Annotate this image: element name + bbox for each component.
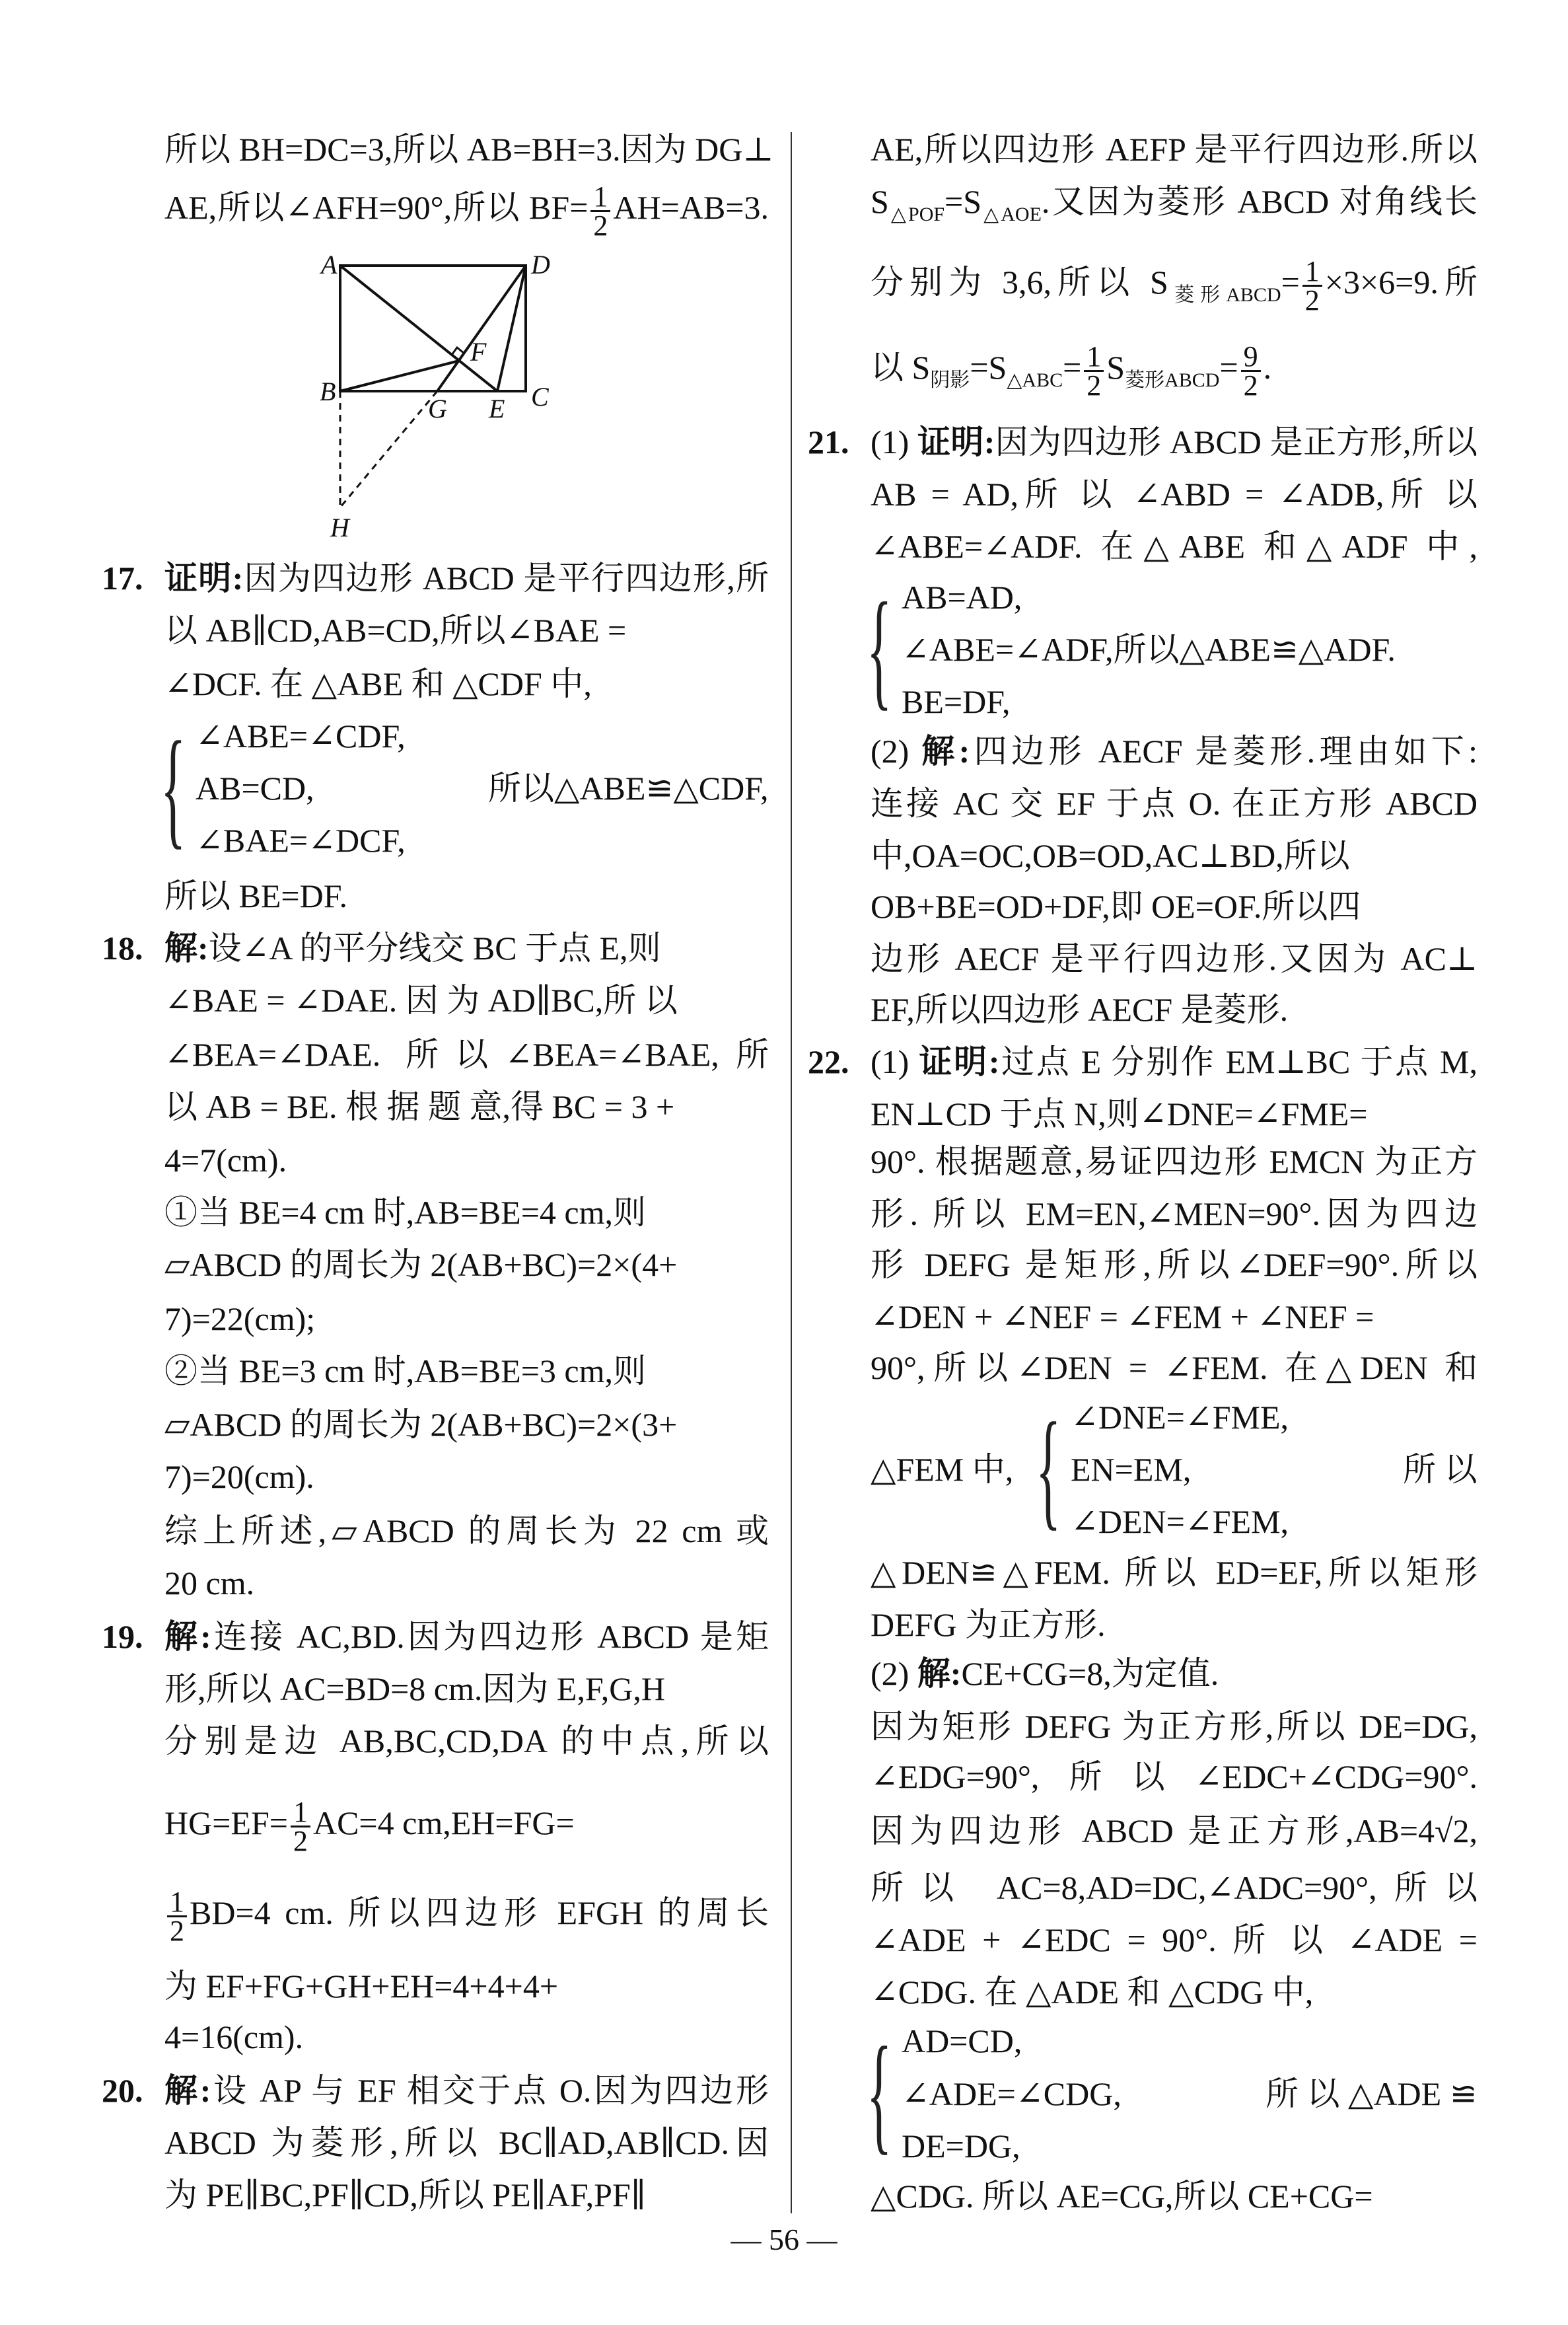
- brace-conclusion: 所 以 △ADE ≌: [1265, 2075, 1478, 2112]
- point-label-e: E: [489, 394, 505, 424]
- numerator: 1: [1302, 258, 1322, 287]
- text-run: 所以 BH=DC=3,所以 AB=BH=3.因为 DG⊥: [164, 131, 774, 168]
- text-run: .: [1263, 348, 1272, 386]
- brace-prefix: △FEM 中,: [871, 1450, 1014, 1488]
- text-run: 因为四边形 ABCD 是平行四边形,所: [243, 559, 769, 597]
- text-run: BE=DF,: [902, 683, 1011, 721]
- text-run: 形. 所以 EM=EN,∠MEN=90°.因为四边: [871, 1195, 1478, 1233]
- text-run: ②当 BE=3 cm 时,AB=BE=3 cm,则: [164, 1352, 647, 1389]
- brace-conclusion: 所 以: [1403, 1450, 1478, 1488]
- text-run: AE,所以四边形 AEFP 是平行四边形.所以: [871, 131, 1478, 168]
- text-run: BD=4 cm. 所以四边形 EFGH 的周长: [190, 1894, 769, 1931]
- bold-label: 解:: [164, 1617, 211, 1655]
- numerator: 9: [1241, 343, 1261, 372]
- text-run: 连接 AC 交 EF 于点 O. 在正方形 ABCD: [871, 784, 1478, 822]
- denominator: 2: [1243, 369, 1258, 402]
- text-run: 设∠A 的平分线交 BC 于点 E,则: [208, 930, 661, 967]
- text-run: =: [1281, 263, 1300, 301]
- text-run: EN=EM,: [1071, 1450, 1192, 1488]
- text-run: ∠EDG=90°,所以∠EDC+∠CDG=90°.: [871, 1758, 1478, 1796]
- numerator: 1: [590, 183, 610, 212]
- left-brace: {: [160, 715, 186, 862]
- subscript: 菱形ABCD: [1168, 283, 1281, 306]
- text-run: DE=DG,: [902, 2127, 1020, 2164]
- point-label-g: G: [428, 394, 447, 424]
- text-run: 所以 AC=8,AD=DC,∠ADC=90°,所以: [871, 1868, 1478, 1906]
- point-label-h: H: [330, 513, 349, 542]
- text-run: 形,所以 AC=BD=8 cm.因为 E,F,G,H: [164, 1670, 665, 1708]
- text-run: (2): [871, 1655, 917, 1693]
- text-run: AC=4 cm,EH=FG=: [312, 1804, 575, 1842]
- bold-label: 解:: [921, 732, 970, 770]
- bold-label: 解:: [917, 1655, 962, 1693]
- numerator: 1: [1084, 343, 1104, 372]
- subscript: △POF: [888, 203, 945, 226]
- bold-label: 证明:: [919, 1043, 1000, 1080]
- text-run: ∠ADE + ∠EDC = 90°. 所 以 ∠ADE =: [871, 1921, 1478, 1958]
- bold-label: 解:: [164, 2072, 211, 2109]
- text-run: 因为四边形 ABCD 是正方形,所以: [995, 423, 1478, 461]
- text-run: ∠BEA=∠DAE. 所以∠BEA=∠BAE,所: [164, 1035, 769, 1073]
- text-run: 设 AP 与 EF 相交于点 O.因为四边形: [211, 2072, 769, 2109]
- text-run: AB=CD,: [196, 770, 314, 807]
- left-brace: {: [867, 576, 892, 723]
- point-label-c: C: [531, 382, 549, 412]
- text-run: ∠DCF. 在 △ABE 和 △CDF 中,: [164, 665, 592, 703]
- left-brace: {: [1036, 1395, 1061, 1542]
- numerator: 1: [291, 1798, 310, 1827]
- text-run: 4=7(cm).: [164, 1142, 287, 1179]
- text-run: =S: [970, 348, 1007, 386]
- numerator: 1: [167, 1888, 187, 1917]
- text-run: S: [1106, 348, 1125, 386]
- problem-number: 19.: [102, 1617, 143, 1655]
- text-run: (1): [871, 1043, 919, 1080]
- bold-label: 证明:: [917, 423, 995, 461]
- text-run: AD=CD,: [902, 2022, 1022, 2060]
- denominator: 2: [1087, 369, 1102, 402]
- text-run: ∠ADE=∠CDG,: [902, 2075, 1122, 2112]
- text-run: 分别为 3,6,所以 S: [871, 263, 1168, 301]
- text-run: △CDG. 所以 AE=CG,所以 CE+CG=: [871, 2178, 1373, 2215]
- text-run: OB+BE=OD+DF,即 OE=OF.所以四: [871, 887, 1361, 925]
- text-run: 形 DEFG 是矩形,所以∠DEF=90°.所以: [871, 1246, 1478, 1284]
- brace-conclusion: 所以△ABE≌△CDF,: [488, 770, 769, 807]
- text-run: 分别是边 AB,BC,CD,DA 的中点,所以: [164, 1722, 769, 1760]
- problem-number: 22.: [808, 1043, 849, 1080]
- text-run: ∠CDG. 在 △ADE 和 △CDG 中,: [871, 1973, 1314, 2011]
- text-run: △DEN≌△FEM. 所以 ED=EF,所以矩形: [871, 1553, 1478, 1591]
- text-run: AB = AD,所 以 ∠ABD = ∠ADB,所 以: [871, 476, 1478, 513]
- point-label-d: D: [531, 250, 550, 279]
- text-run: ▱ABCD 的周长为 2(AB+BC)=2×(4+: [164, 1246, 678, 1284]
- denominator: 2: [170, 1914, 184, 1947]
- text-run: 为 EF+FG+GH+EH=4+4+4+: [164, 1967, 559, 2005]
- text-run: 中,OA=OC,OB=OD,AC⊥BD,所以: [871, 836, 1350, 874]
- point-label-f: F: [470, 337, 487, 367]
- text-run: S: [871, 183, 889, 221]
- text-run: 以 S: [871, 348, 931, 386]
- text-run: 以 AB = BE. 根 据 题 意,得 BC = 3 +: [164, 1088, 675, 1125]
- text-run: .又因为菱形 ABCD 对角线长: [1041, 183, 1478, 221]
- text-run: 所以 BE=DF.: [164, 877, 348, 914]
- subscript: △AOE: [981, 203, 1042, 226]
- text-run: ∠BAE = ∠DAE. 因 为 AD∥BC,所 以: [164, 982, 678, 1019]
- subscript: 阴影: [930, 369, 970, 391]
- text-run: ∠DNE=∠FME,: [1071, 1398, 1289, 1436]
- text-run: 以 AB∥CD,AB=CD,所以∠BAE =: [164, 611, 627, 649]
- text-run: ∠DEN=∠FEM,: [1071, 1502, 1289, 1540]
- text-run: EF,所以四边形 AECF 是菱形.: [871, 990, 1289, 1028]
- text-run: EN⊥CD 于点 N,则∠DNE=∠FME=: [871, 1095, 1368, 1132]
- text-run: (1): [871, 423, 918, 461]
- text-run: 90°. 根据题意,易证四边形 EMCN 为正方: [871, 1143, 1478, 1181]
- text-run: 边形 AECF 是平行四边形.又因为 AC⊥: [871, 940, 1478, 977]
- problem-number: 20.: [102, 2072, 143, 2109]
- subscript: 菱形ABCD: [1125, 369, 1220, 391]
- text-run: CE+CG=8,为定值.: [961, 1655, 1219, 1693]
- page-number: — 56 —: [731, 2223, 837, 2256]
- text-run: 综上所述,▱ABCD 的周长为 22 cm 或: [164, 1512, 769, 1549]
- point-label-a: A: [321, 250, 338, 279]
- text-run: ∠ABE=∠CDF,: [196, 718, 406, 755]
- text-run: ▱ABCD 的周长为 2(AB+BC)=2×(3+: [164, 1406, 678, 1444]
- text-run: 因为矩形 DEFG 为正方形,所以 DE=DG,: [871, 1707, 1478, 1745]
- text-run: ∠BAE=∠DCF,: [196, 822, 406, 860]
- text-run: AE,所以∠AFH=90°,所以 BF=: [164, 188, 588, 226]
- point-label-b: B: [320, 377, 336, 406]
- text-run: 7)=20(cm).: [164, 1458, 314, 1496]
- problem-number: 18.: [102, 930, 143, 967]
- text-run: 7)=22(cm);: [164, 1300, 316, 1337]
- problem-number: 17.: [102, 559, 143, 597]
- text-run: 20 cm.: [164, 1564, 255, 1602]
- text-run: 4=16(cm).: [164, 2018, 304, 2055]
- subscript: △ABC: [1007, 369, 1063, 391]
- denominator: 2: [593, 209, 608, 242]
- text-run: =S: [944, 183, 982, 221]
- text-run: 连接 AC,BD.因为四边形 ABCD 是矩: [211, 1617, 769, 1655]
- text-run: HG=EF=: [164, 1804, 288, 1842]
- text-run: 过点 E 分别作 EM⊥BC 于点 M,: [999, 1043, 1478, 1080]
- text-run: AH=AB=3.: [613, 188, 769, 226]
- text-run: 因为四边形 ABCD 是正方形,AB=4√2,: [871, 1812, 1478, 1849]
- problem-number: 21.: [808, 423, 849, 461]
- denominator: 2: [293, 1825, 308, 1858]
- left-brace: {: [867, 2020, 892, 2166]
- text-run: 为 PE∥BC,PF∥CD,所以 PE∥AF,PF∥: [164, 2176, 646, 2214]
- text-run: ∠ABE=∠ADF,所以△ABE≌△ADF.: [902, 631, 1396, 669]
- text-run: ×3×6=9.所: [1324, 263, 1478, 301]
- text-run: ABCD 为菱形,所以 BC∥AD,AB∥CD.因: [164, 2124, 769, 2162]
- dashed-gh: [340, 391, 437, 507]
- denominator: 2: [1304, 283, 1320, 316]
- bold-label: 解:: [164, 930, 209, 967]
- text-run: (2): [871, 732, 922, 770]
- text-run: ∠DEN + ∠NEF = ∠FEM + ∠NEF =: [871, 1298, 1374, 1336]
- text-run: =: [1063, 348, 1082, 386]
- text-run: DEFG 为正方形.: [871, 1605, 1106, 1643]
- bold-label: 证明:: [164, 559, 244, 597]
- text-run: 90°,所以∠DEN = ∠FEM. 在△DEN 和: [871, 1349, 1478, 1387]
- text-run: AB=AD,: [902, 579, 1022, 616]
- text-run: ∠ABE=∠ADF. 在△ABE 和△ADF 中,: [871, 528, 1478, 566]
- text-run: =: [1219, 348, 1238, 386]
- square-abcd: [340, 266, 526, 391]
- text-run: ①当 BE=4 cm 时,AB=BE=4 cm,则: [164, 1194, 647, 1232]
- text-run: 四边形 AECF 是菱形.理由如下:: [970, 732, 1478, 770]
